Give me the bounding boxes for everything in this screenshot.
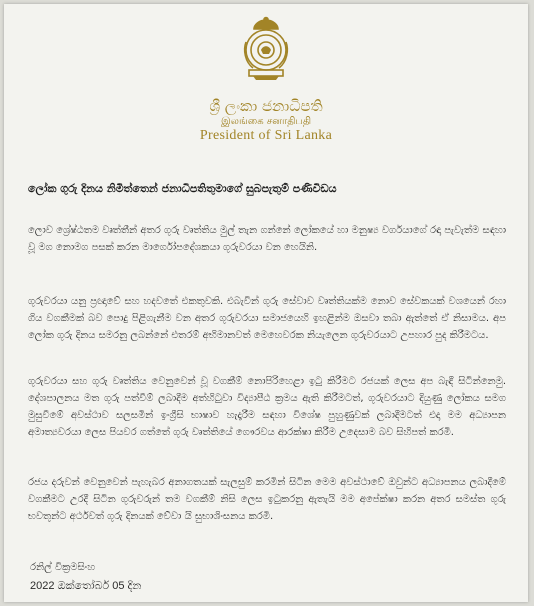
letterhead-title-tamil: இலங்கை சனாதிபதி (220, 116, 312, 127)
message-paragraph-2: ගුරුවරයා යනු ප්‍රඥාවේ සහ හදවතේ එකතුවකි. එබැවින් ගුරු සේවාව වෘත්තියක්ම නොව සේවකයක් වශයෙන් රහා ගිය වගකීමක් බව පොදු පිළිගැනීම වන අතර ගුරුවරයා සමාජයෙහි ඉහළින්ම ඔසවා තබා ඇත්තේ ඒ නිසාමය. අප ලෝක ගුරු දිනය සමරනු ලබන්නේ එතරම් අභිමානවත් මෙහෙවරක නියැලෙන ගුරුවරයාට උපහාර පුද කිරීමටය. (28, 296, 506, 341)
letter-date: 2022 ඔක්තෝබර් 05 දින (30, 580, 142, 592)
letterhead-title-sinhala: ශ්‍රී ලංකා ජනාධිපති (209, 97, 323, 115)
message-paragraph-3: ගුරුවරයා සහ ගුරු වෘත්තිය වෙනුවෙන් වූ වගකීම් නොපිරිහෙළා ඉටු කිරීමට රජයක් ලෙස අප බැඳී සිටින්නෙමු. දේශපාලනය මත ගුරු පත්වීම් ලබාදීම අත්හිටුවා විද්‍යාපීඨ ක්‍රමය ඇති කිරීමටත්, ගුරුවරයාට දියුණු ලෝකය සමග මුසුවීමේ අවස්ථාව සලසමින් ඉංග්‍රීසි භාෂාව හැදෑරීම සඳහා විශේෂ පුහුණුවක් ලබාදීමටත් එදා මම අධ්‍යාපන අමාත්‍යවරයා ලෙස පියවර ගත්තේ ගුරු වෘත්තියේ ගෞරවය ආරක්ෂා කිරීම උදෙසාම බව සිහිපත් කරමි. (28, 376, 506, 438)
message-paragraph-1: ලොව ශ්‍රේෂ්ඨතම වෘත්තීන් අතර ගුරු වෘත්තිය මුල් තැන ගන්නේ ලෝකයේ හා මනුෂ්‍ය වර්ගයාගේ රඳා පැවැත්ම සඳහා වූ මග නොමග පසක් කරන මාර්ගෝපදේශකයා ගුරුවරයා වන හෙයිනි. (28, 225, 506, 253)
signatory-name: රනිල් වික්‍රමසිංහ (30, 562, 96, 573)
letterhead-title-english: President of Sri Lanka (199, 128, 333, 143)
sri-lanka-emblem-icon (239, 16, 293, 82)
message-paragraph-4: රජය දරුවන් වෙනුවෙන් පැහැබර අනාගතයක් සැලසුම් කරමින් සිටින මෙම අවස්ථාවේ ඔවුන්ට අධ්‍යාපනය ලබාදීමේ වගකීමට උරදී සිටින ගුරුවරුන් තම වගකීම් නිසි ලෙස ඉටුකරනු ඇතැයි මම අපේක්ෂා කරන අතර සමස්ත ගුරු භවතුන්ට අර්ථවත් ගුරු දිනයක් වේවා යි සුභාශිංසනය කරමි. (28, 477, 506, 522)
letter-page (4, 4, 528, 602)
message-subject: ලෝක ගුරු දිනය නිමිත්තෙන් ජනාධිපතිතුමාගේ සුබපැතුම් පණිවිඩය (28, 182, 337, 195)
